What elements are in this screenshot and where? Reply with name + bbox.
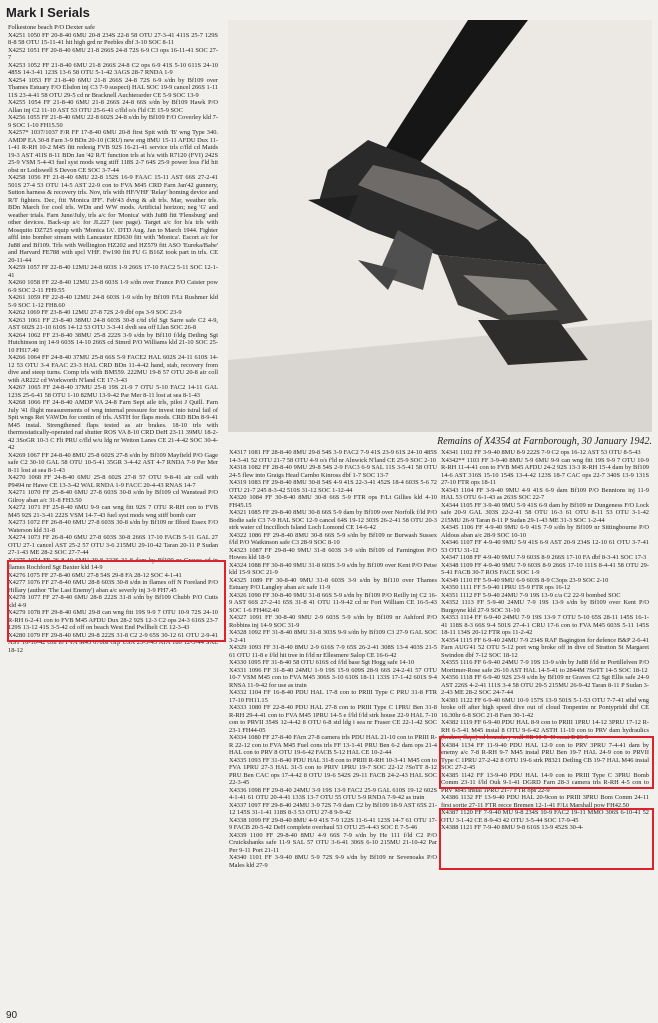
page-number: 90 [6,1010,18,1021]
text-column-right [441,449,649,1005]
text-column-left [8,24,218,1006]
wreckage-photo [228,20,652,432]
highlight-box-x4381 [439,808,654,870]
text-column-middle [229,449,437,1005]
highlight-box-x4354 [439,736,654,789]
section-header: Mark I Serials [6,5,90,20]
wreckage-illustration [228,20,652,432]
column-text: Folkestone beach P/O Dexter safe X4251 1050 FF 20-8-40 6MU 20-8 234S 22-8 58 OTU 27-3-41 411S 25-7 129S 8-8 58 OTU 15-11-41 hit high grd nr Peebles dbf 3-10 SOC 8-11 X4252 1051 FF 20-8-40 6MU 21-8 266S 24-8 72S 6-9 C3 ops 16-11-41 SOC 27-7 X4253 1052 FF 21-8-40 6MU 21-8 266S 24-8 C2 ops 6-9 41S 5-10 611S 24-10 485S 14-3-41 123S 13-6 58 OTU 5-1-42 3AGS 28-7 RNDA 1-9 X4254 1053 FF 21-8-40 6MU 21-8 266S 24-8 72S 6-9 s/dn by Bf109 over Thames Estuary F/O Elsdon inj C3 7-9 suspect) HAL SOC 19-9 cancel 266S 1-11 11S 23-4-41 58 OTU 29-5 cd nr Bracknell Auchterarder CE 5-9 SOC 13-9 X4255 1054 FF 21-8-40 6MU 21-8 266S 24-8 66S s/dn by Bf109 Hawk P/O Allan inj C2 11-10 AST 53 OTU 25-6-41 c/fld o/s f'ld CE 15-9 SOC X4256 1055 FF 21-8-40 6MU 22-8 602S 24-8 s/dn by Bf109 F/O Coverley kld 7-9 SOC 1-10 FH15.50 X4257* 1037/1037 F/R FF 17-8-40 6MU 20-8 first Spit with 'B' wng Type 340. AMDP EA 30-8 Farn 3-9 BDn 20-10 (CRU) new eng 8MU 15-11 AFDU Dux 11-1-41 R-RH 10-2 M45 fitt redesig FVB 92S 16-21-41 service trls c/fld cd Maids 19-3 AST 41IS 8-11 BDn Jan '42 R/T function trls at h/a with R7120 (FVI) 242S 25-9 VSM 5-4-43 fuel syst mods wng stiff 118S 2-7 64S 25-9 power loss f'ld hit obst nr Lodiswell S Devon CE SOC 3-7-44 X4258 1056 FF 21-8-40 6MU 22-8 152S 16-9 FAAC 15-11 AST 66S 27-2-41 501S 27-4 53 OTU 14-5 AST 22-9 con to FVA M45 CRD Farn Jan'42 gunnery, Sutton harness & recovery trls. Nov, trls with HF/VHF 'Relay' homing device and R/T fighters. Dec, fitt 'Monica IFF'. Feb'43 dvng & alt trls. Mar, weather trls. BDn March for cool trls. WDn and WW mods. Artificial horizon; neg 'G' and weather trials. Farn June/July, trls a/c for 'Monica' with Ju88 fitt 'Flensburg' and other devices. Back-up a/c for JL227 (see page). Target a/c for h/a trls with Mosquito DZ725 equip with 'Monica IA'. DTD Aug. Jan to March 1944. Fighter affil into bomber stream with Lancaster ED630 fitt with 'Monica'. Escort a/c for Ju88 and Bf109. Trls with Wellington HZ202 and HZ579 fitt ASO 'Eureka/Babe' and Harvard FE788 with spcl VHF. Fw190 fitt FU G B16Z took part in trls. CE 20-11-44 X4259 1057 FF 22-8-40 12MU 24-8 603S 1-9 266S 17-10 FAC2 5-11 SOC 12-1-41 X4260 1058 FF 22-8-40 12MU 23-8 603S 1-9 s/dn over France P/O Caister pow 6-9 SOC 2-11 FH9.55 X4261 1059 FF 22-8-40 12MU 24-8 603S 1-9 s/dn by Bf109 F/Lt Rushmer kld 5-9 SOC 1-12 FH8.60 X4262 1069 FF 23-8-40 12MU 27-8 72S 2-9 dbf ops 3-9 SOC 23-9 X4263 1061 FF 23-8-40 38MU 24-8 603S 30-8 c/td t/ld Sgt Sarre safe C2 4-9, AST 602S 21-10 610S 14-12 53 OTU 3-3-41 dvdi sea off Llan SOC 26-8 X4264 1062 FF 23-8-40 38MU 25-8 222S 3-9 s/dn by Bf110 f/ldg Detling Sgt Hutchinson inj 14-9 603S 14-10 266S cd Stmrd P/O Williams kld 21-10 SOC 25-10 FH17.40 X4266 1064 FF 24-8-40 37MU 25-8 66S 5-9 FACE2 HAL 602S 24-11 610S 14-12 53 OTU 3-4 FAAC 23-3 HAL CRD BDn 11-4-42 hand, stab, recovery from dive and steep turns. Comp trls with BM559. 222MU 19-8 57 OTU 20-8 air coll with AR222 cd Workworth N'land CE 17-3-43 X4267 1065 FF 24-8-40 37MU 25-8 19S 21-9 7 OTU 5-10 FAC2 14-11 GAL 123S 25-6-41 58 OTU 1-10 82MU 13-9-42 Par Mer 8-11 lost at sea 8-1-43 X4268 1066 FF 24-8-40 AMDP VA 24-8 Farn Sept aile trls, pilot J Quill. Farn July '41 flight measurements of wng internal pressure for invest into tstral fail of Spit wngs Ret VAWDn for contin of trls. ASTH for flaps mods. CRD BDn 8-9-41 M45 instal. Strengthened flaps tested as air brakes. 18-10 trls with thermostatically-operated rad shutter ROS VA 8-10 CRD DeH 23-11 39MU 18-2-42 3SoGR 10-3 C Flt PRU c/fld w/u ldg nr Wetton Lanes CE 21-4-42 SOC 30-4-42 X4269 1067 FF 24-8-40 8MU 25-8 602S 27-8 s/dn by Bf109 Mayfield P/O Gage safe C2 30-10 GAL 58 OTU 10-5-41 35GR 3-4-42 AST 4-7 RNDA 7-9 Per Mer 8-11 lost at sea 8-1-43 X4270 1068 FF 24-8-40 6MU 25-8 602S 27-8 57 OTU 9-8-41 air coll with P9494 nr Hawe CE 13-3-42 WAL RNDA 1-9 FACC 20-4-43 RNAS 14-7 X4271 1070 FF 25-8-40 6MU 27-8 603S 30-8 s/dn by Bf109 cd Wanstead P/O Gilroy aban a/c 31-8 FH3.50 X4272 1071 FF 25-8-40 6MU 9-9 can wng fitt 92S 7 OTU R-RH con to FVB M45 92S 21-3-41 222S VSM 14-7-43 fuel syst mods wng stiff bomb carr X4273 1072 FF 26-8-40 6MU 27-8 603S 30-8 s/dn by Bf109 nr Ilford Essex F/O Waterson kld 31-8 X4274 1073 FF 26-8-40 6MU 27-8 603S 30-8 266S 17-10 FACB 5-11 GAL 27 OTU 27-1 cancel AST 25-2 57 OTU 3-6 215MU 29-10-42 Taran 20-11 P Sudan 27-1-43 ME 28-2 SOC 27-7-44 X4275 1074 FF 26-8-40 6MU 29-8 222S 31-8 dam by Bf109 nr Graves cd in flames Rochford Sgt Baxter kld 14-9 X4276 1075 FF 27-8-40 6MU 27-8 54S 29-8 FA 28-12 SOC 4-1-41 X4277 1076 FF 27-8-40 6MU 28-8 603S 30-8 s/dn in flames off N Foreland P/O Hillary (author 'The Last Enemy') aban a/c severly inj 3-9 FH7.45 X4278 1077 FF 27-8-40 6MU 28-8 222S 31-8 s/dn by Bf109 Chubb P/O Cutts kld 4-9 X4279 1078 FF 29-8-40 6MU 29-8 can wng fitt 19S 9-9 7 OTU 10-9 72S 24-10 R-RH 6-2-41 con to FVB M45 AFDU Dux 28-2 92S 12-3 C2 ops 24-3 616S 23-7 129S 13-12 41S 3-5-42 cd off on beach West End Pwllheli CE 12-3-43 X4280 1079 FF 29-8-40 6MU 29-8 222S 31-8 C2 2-9 65S 30-12 61 OTU 2-9-41 AST 16-10-42 con to FVA M45 670bs Grp USA 25-3-43 ATA 186 12-3-44 SAL 18-12 [8,24,218,654]
photo-caption: Remains of X4354 at Farnborough, 30 January 1942. [437,436,652,447]
column-text: X4341 1102 FF 3-9-40 8MU 8-9 222S 7-9 C2 ops 16-12 AST 53 OTU 8-5-43 X4342** 1103 FF 3-9-40 8MU 5-9 6MU 9-9 can wng fitt 19S 9-9 7 OTU 10-9 R-RH 11-4-41 con to FVB M45 AFDU 24-2 92S 13-3 R-RH 15-4 dam by Bf109 14-6 AST 316S 15-10 154S 13-4-42 123S 18-7 CAC ops 22-7 340S 13-9 131S 27-10 FTR ops 18-11 X4343 1104 FF 3-9-40 9MU 4-9 41S 6-9 dam Bf109 P/O Bennions inj 11-9 HAL 53 OTU 6-1-43 as 263S SOC 22-7 X4344 1105 FF 3-9-40 9MU 5-9 41S 6-9 dam by Bf109 nr Dungeness F/O Lock safe 20-9 GAL 303S 22-2-41 58 OTU 16-3 61 OTU 8-11 53 OTU 3-1-42 215MU 26-9 Taran 8-11 P Sudan 29-1-43 ME 31-3 SOC 1-2-44 X4345 1106 FF 4-9-40 9MU 6-9 41S 7-9 s/dn by Bf109 nr Sittingbourne P/O Aldous aban a/c 28-9 SOC 10-10 X4346 1107 FF 4-9-40 9MU 5-9 41S 6-9 AST 20-9 234S 12-10 61 OTU 3-7-41 53 OTU 31-12 X4347 1108 FF 4-9-40 9MU 7-9 603S 8-9 266S 17-10 FA dbf 8-3-41 SOC 17-3 X4348 1109 FF 4-9-40 9MU 7-9 603S 8-9 266S 17-10 111S 8-4-41 58 OTU 29-5-41 FACB 30-7 ROS FACE SOC 1-9 X4349 1110 FF 5-9-40 9MU 6-9 603S 8-9 C3ops 23-9 SOC 2-10 X4350 1111 FF 5-9-40 1PRU 15-9 FTR ops 16-12 X4351 1112 FF 5-9-40 24MU 7-9 19S 13-9 c/a C2 22-9 bombed SOC X4352 1113 FF 5-9-40 24MU 7-9 19S 13-9 s/dn by Bf109 over Kent P/O Burgoyne kld 27-9 SOC 31-10 X4353 1114 FF 6-9-40 24MU 7-9 19S 13-9 7 OTU 5-10 65S 28-11 145S 16-1-41 118S 8-3 66S 9-4 501S 27-4-1 CRU 17-6 con to FVA M45 603S 5-11 145S 18-11 134S 20-12 FTR ops 11-2-42 X4354 1115 FF 6-9-40 24MU 7-9 234S RAF Bagington for defence B&P 2-6-41 Farn AUG'41 52 OTU 5-12 port wng broke off in dive cd Stratton St Margaret Swindon dbf 7-12 SOC 18-12 X4355 1116 FF 6-9-40 24MU 7-9 19S 13-9 s/dn by Ju88 f/ld nr Portillelven P/O Mortimer-Rose safe 26-10 AST HAL 14-5-41 to 2844M ?SoTT 14-5 SOC 18-12 X4356 1118 FF 6-9-40 92S 23-9 s/dn by Bf109 nr Graves C2 Sgt Ellis safe 24-9 AST 226S 4-2-41 111S 3-4 58 OTU 29-5 215MU 26-9-42 Taran 8-11 P Sudan 3-2-43 ME 28-2 SOC 24-7-44 X4381 1122 FF 6-9-40 6MU 10-9 157S 13-9 501S 5-1-53 OTU 7-7-41 sthd wng broke off after high speed dive out of cloud Tonpentre nr Pontypridd dbf CE 16.30hr 6-8 SOC 21-8 Farn 30-1-42 X4382 1119 FF 6-9-40 PDU HAL 8-9 con to PRIII 1PRU 14-12 3PRU 17-12 R-RH 6-5-41 M45 instal 8 OTU 9-6-42 ASTH 11-10 con to PRV dam hydraulics (brakes, flaps) cd boundary wall CB 10-5-43 recat E 26-5 X4384 1134 FF 11-9-40 PDU HAL 12-9 con to PRV 3PRU 7-4-41 dam by enemy a/c 7-8 R-RH 9-7 M45 instal PRU Ben 19-7 HAL 24-9 con to PRVII Type C 1PRU 27-2-42 8 OTU 19-6 strk P8321 Detling CB 19-7 HAL M46 instal SOC 27-2-45 X4385 1142 FF 13-9-40 PDU HAL 14-9 con to PRIII Type C 3PRU Bomb Comm 23-11 f/ld Ouk 9-1-41 DGRD Farn 28-3 camera trls R-RH 4-5 con to PRV M45 instal 1PRU 21-7 FTR ops 22-9 X4386 1132 FF 13-9-40 PDU HAL 20-9con to PRIII 3PRU Bom Comm 24-11 first sortie 27-11 FTR recce Bremen 12-1-41 F/Lt Marshall pow FH42.50 X4387 1120 FF 7-9-40 MU 9-8 234S 10-9 FAC2 19-11 MMO 306S 6-10-41 52 OTU 3-1-42 CE 8-9-43 42 OTU 3-5-44 SOC 17-9-45 X4388 1121 FF 7-9-40 8MU 9-8 616S 13-9 452S 30-4- [441,449,649,831]
column-text: X4317 1081 FF 28-8-40 8MU 29-8 54S 3-9 FAC2 7-9 41S 23-9 61S 24-10 485S 14-3-41 52 OTU 21-7 58 OTU 4-9 o/s f'ld nr Alnwick N'land CE 25-9 SOC 2-10 X4318 1082 FF 28-8-40 9MU 29-8 54S 2-9 FAC3 6-9 SAL 11S 3-5-41 58 OTU 24-5 flew into Graigs Head Carnbo Kinross dbf 1-7 SOC 13-7 X4319 1083 FF 29-8-40 8MU 30-8 54S 4-9 41S 22-3-41 452S 18-4 603S 5-6 72 OTU 21-7 245 8-3-42 510S 31-12 SOC 1-12-44 X4320 1084 FF 30-8-40 8MU 30-8 66S 5-9 FTR ops F/Lt Gillies kld 4-10 FH45.15 X4321 1085 FF 29-8-40 8MU 30-8 66S 5-9 dam by Bf109 over Norfolk f/ld P/O Bodie safe C3 7-9 HAL SOC 12-9 cancel 64S 19-12 303S 26-2-41 58 OTU 20-3 strk water cd Inccilloch Island Loch Lomond CE 14-6-42 X4322 1086 FF 29-8-40 8MU 30-8 66S 5-9 s/dn by Bf109 nr Burwash Sussex f/ld P/O Watkinson safe C3 28-9 SOC 8-10 X4323 1087 FF 29-8-40 9MU 31-8 603S 3-9 s/dn Bf109 cd Farnington P/O Howes kld 18-9 X4324 1088 FF 30-8-40 9MU 31-8 603S 3-9 s/dn by Bf109 over Kent P/O Peise kld 15-9 SOC 21-9 X4325 1089 FF 30-8-40 9MU 31-8 603S 3-9 s/dn by Bf110 over Thames Estuary P/O Langley aban a/c safe 11-9 X4326 1090 FF 30-8-40 9MU 31-8 66S 5-9 s/dn by Bf109 P/O Reilly inj C2 16-9 AST 66S 27-2-41 65S 31-8 41 OTU 11-9-42 cd nr Fort William CE 16-5-43 SOC 1-6 FH462.40 X4327 1091 FF 30-8-40 9MU 2-9 603S 5-9 s/dn by Bf109 nr Ashford P/O Robbins inj 14-9 SOC 31-9 X4328 1092 FF 31-8-40 8MU 31-8 303S 9-9 s/dn by Bf109 C3 27-9 GAL SOC 3-2-41 X4329 1093 FF 31-8-40 8MU 2-9 616S 7-9 65S 26-2-41 308S 13-4 403S 21-5 61 OTU 11-8 e f/ld hit tree in f/ld nr Ellesmere Salop CE 16-6-42 X4330 1095 FF 31-8-40 58 OTU 616S cd f/ld base Sgt Hogg safe 14-10 X4331 1096 FF 31-8-40 24MU 1-9 19S 15-9 609S 28-9 66S 24-2-41 57 OTU 10-7 VSM M45 con to FVA M45 306S 3-10 610S 18-11 133S 17-1-42 601S 9-4 RNSA 11-9-42 for use as train X4332 1104 FF 16-8-40 PDU HAL 17-8 con to PRIII Type C PRU 31-8 FTR 17-10 FH11.15 X4333 1080 FF 22-8-40 PDU HAL 27-8 con to PRIII Type C 1PRU Ben 31-8 R-RH 29-4-41 con to FVA M45 1PRU 14-5 e f/ld f/ld strk house 22-9 HAL 7-10 con to PRVII 354S 12-4-42 8 OTU 6-8 std ldg i sea nr Fraser CE 22-1-42 SOC 23-1 FH44-05 X4334 1080 FF 27-8-40 FArn 27-8 camera trls PDU HAL 21-10 con to PRIII R-R 22-12 con to FVA M45 Fuel cons trls FF 13-1-41 PRU Ben 6-2 dam ops 21-4 HAL con to PRV 8 OTU 19-6-42 FACB 5-12 HAL CE 10-2-44 X4335 1093 FF 31-8-40 PDU HAL 31-8 con to PRIII R-RH 10-3-41 M45 con to FVA 1PRU 27-3 HAL 31-5 con to PRIV 1PRU 19-7 SOC 22-12 ?SoTT 8-12 PRU Ben CAC ops 17-4-42 8 OTU 19-6 542S 29-11 FACB 24-2-43 HAL SOC 22-3-45 X4336 1098 FF 29-8-40 24MU 3-9 19S 13-9 FAC2 25-9 GAL 610S 19-12 602S 4-1-41 61 OTU 20-4-41 133S 13-7 OTU 55 OTU 5-9 RNDA 7-9-42 as train X4337 1097 FF 29-8-40 24MU 3-9 72S 7-9 dam C2 by Bf109 18-9 AST 65S 21-12 145S 31-1-41 118S 8-3 53 OTU 27-8 9-9-42 X4338 1099 FF 29-8-40 8MU 4-9 41S 7-9 122S 11-6-41 123S 14-7 61 OTU 17-9 FACB 20-5-42 DeH complete overhaul 53 OTU 25-4-43 SOC E 7-5-46 X4339 1100 FF 29-8-40 8MU 4-9 66S 7-9 s/dn by He 111 f/ld C2 P/O Cruickshanks safe 11-9 SAL 57 OTU 3-6-41 306S 6-10 215MU 21-10-42 Par Per 9-11 Port 21-11 X4340 1101 FF 3-9-40 8MU 5-9 72S 9-9 s/dn by Bf109 nr Sevenoaks P/O Males kld 27-9 [229,449,437,869]
highlight-box-x4268 [7,560,226,642]
